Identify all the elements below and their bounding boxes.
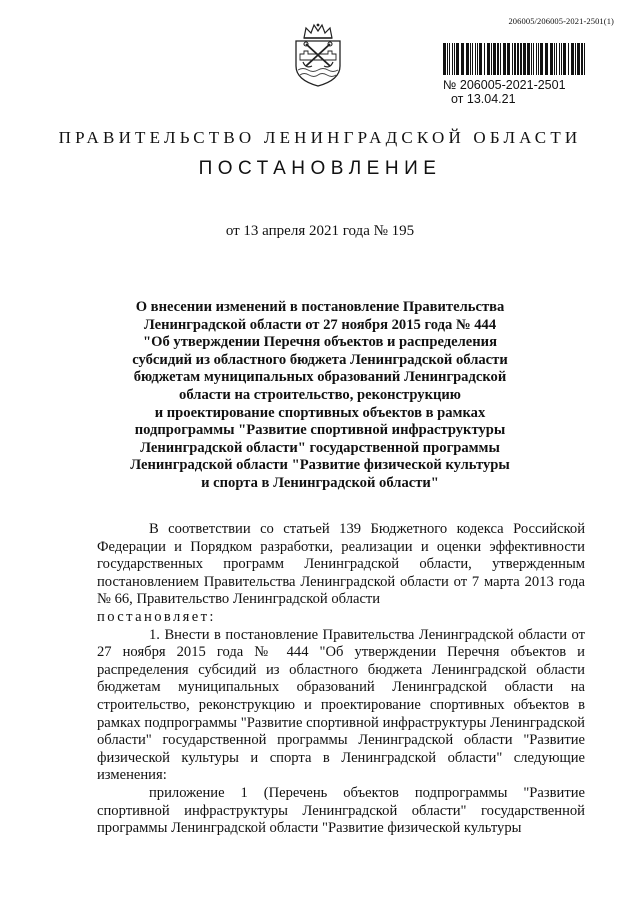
barcode-bar [507,43,510,75]
barcode-bar [577,43,580,75]
body-paragraph-preamble: В соответствии со статьей 139 Бюджетного кодекса Российской Федерации и Порядком разработки, реализации и оценки эффективности государственных программ Ленинградской области, утвержденным постановлением Правительства Ленинградской области от 7 марта 2013 года № 66, Правительство Ленинградской области [97,521,585,608]
heading-line: подпрограммы "Развитие спортивной инфраструктуры [134,422,506,439]
barcode-bar [536,43,537,75]
barcode-icon [443,43,585,75]
barcode-bar [540,43,543,75]
barcode-bar [561,43,562,75]
barcode-bar [491,43,492,75]
body-paragraph-appendix: приложение 1 (Перечень объектов подпрограммы "Развитие спортивной инфраструктуры Ленинградской области" государственной программы Ленинградской области "Развитие физической культуры [97,784,585,837]
barcode-bar [479,43,482,75]
barcode-bar [512,43,513,75]
barcode-bar [523,43,526,75]
barcode-bar [461,43,464,75]
barcode-bar [466,43,469,75]
barcode-bar [545,43,548,75]
document-body [97,521,585,838]
barcode-bar [470,43,471,75]
barcode-bar [554,43,555,75]
barcode-bar [517,43,519,75]
registration-stamp [443,43,593,106]
barcode-bar [456,43,459,75]
barcode-bar [520,43,522,75]
barcode-bar [449,43,450,75]
barcode-bar [575,43,576,75]
heading-line: Ленинградской области" государственной программы [140,439,500,456]
heading-line: и спорта в Ленинградской области" [201,474,439,491]
document-date-number: от 13 апреля 2021 года № 195 [225,223,415,239]
barcode-bar [487,43,490,75]
heading-line: и проектирование спортивных объектов в рамках [154,404,486,421]
barcode-bar [493,43,496,75]
heading-line: "Об утверждении Перечня объектов и распределения [143,334,497,351]
barcode-bar [556,43,557,75]
heading-line: О внесении изменений в постановление Правительства [135,299,505,315]
barcode-bar [584,43,585,75]
document-type-title: ПОСТАНОВЛЕНИЕ [198,158,442,179]
heading-line: Ленинградской области "Развитие физической культуры [130,457,510,474]
barcode-bar [452,43,453,75]
heading-line: субсидий из областного бюджета Ленинградской области [132,351,508,368]
barcode-bar [531,43,532,75]
document-heading [95,299,545,493]
barcode-bar [527,43,530,75]
barcode-bar [443,43,446,75]
decree-word: постановляет: [97,608,216,625]
government-title: ПРАВИТЕЛЬСТВО ЛЕНИНГРАДСКОЙ ОБЛАСТИ [58,128,582,147]
barcode-bar [550,43,553,75]
registration-number: № 206005-2021-2501 [443,78,566,92]
barcode-bar [514,43,516,75]
barcode-bar [497,43,499,75]
document-corner-code: 206005/206005-2021-2501(1) [508,16,614,26]
body-paragraph-item-1: 1. Внести в постановление Правительства Ленинградской области от 27 ноября 2015 года № 444 "Об утверждении Перечня объектов и распределения субсидий из областного бюджета Ленинградской области бюджетам муниципальных образований Ленинградской области на строительство, реконструкцию и проектирование спортивных объектов в рамках подпрограммы "Развитие спортивной инфраструктуры Ленинградской области" государственной программы Ленинградской области "Развитие физической культуры и спорта в Ленинградской области" следующие изменения: [97,626,585,784]
barcode-bar [447,43,448,75]
barcode-bar [559,43,560,75]
barcode-bar [563,43,566,75]
barcode-bar [571,43,574,75]
barcode-bar [477,43,478,75]
heading-line: области на строительство, реконструкцию [179,386,461,403]
barcode-bar [538,43,539,75]
barcode-bar [500,43,501,75]
barcode-bar [472,43,473,75]
barcode-bar [581,43,583,75]
leningrad-oblast-coat-of-arms-icon [290,22,346,88]
barcode-bar [533,43,534,75]
barcode-bar [475,43,476,75]
barcode-bar [484,43,485,75]
registration-date: от 13.04.21 [451,92,516,106]
barcode-bar [568,43,569,75]
barcode-bar [454,43,455,75]
heading-line: Ленинградской области от 27 ноября 2015 года № 444 [143,316,497,333]
heading-line: бюджетам муниципальных образований Ленинградской [133,369,507,386]
barcode-bar [503,43,506,75]
